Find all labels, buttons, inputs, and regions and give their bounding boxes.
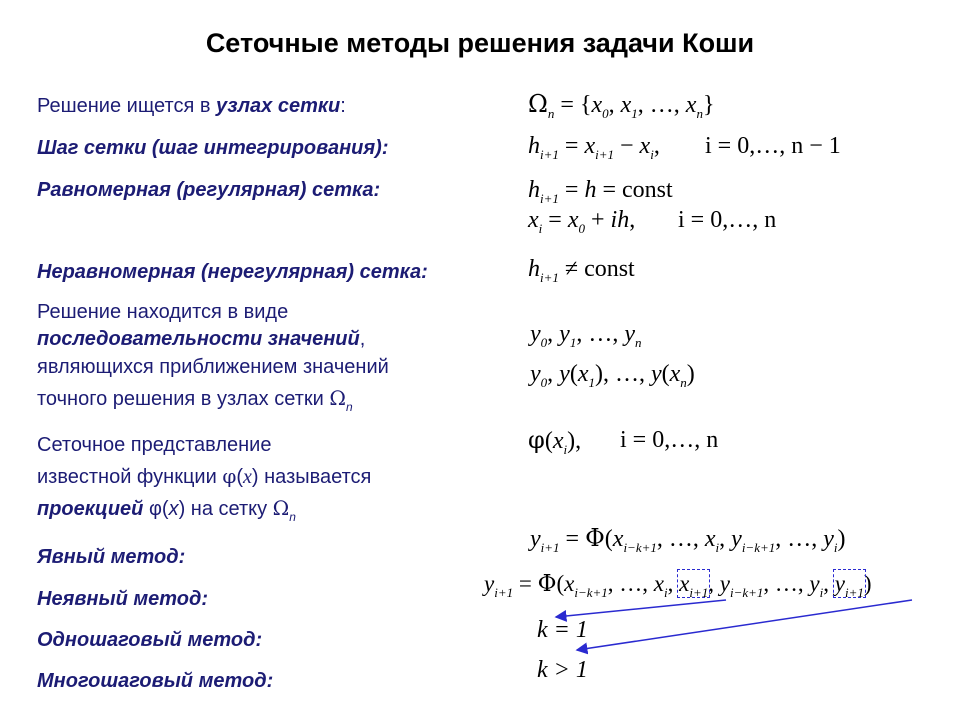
- minus: −: [613, 133, 640, 159]
- paren: ): [251, 466, 259, 488]
- proj-close: ) на сетку: [178, 498, 273, 520]
- var: y: [559, 321, 570, 347]
- comma: ,: [612, 321, 625, 347]
- paren: ): [686, 361, 695, 387]
- sub: i−k+1: [741, 540, 776, 555]
- uniform-b: (регулярная): [170, 179, 312, 201]
- brace: {: [579, 92, 592, 118]
- dots: …: [649, 92, 674, 118]
- comma: ,: [797, 571, 810, 596]
- comma: ,: [608, 92, 621, 118]
- var: y: [624, 321, 635, 347]
- comma: ,: [642, 571, 654, 596]
- explicit-c: :: [178, 546, 186, 568]
- var: ih: [610, 207, 630, 233]
- sub: i: [563, 442, 568, 457]
- Phi-symbol: Φ: [537, 571, 557, 597]
- dots: …: [619, 571, 643, 596]
- var: x: [168, 498, 179, 520]
- var: x: [704, 526, 716, 552]
- plus: +: [584, 207, 611, 233]
- var: y: [834, 571, 845, 596]
- var: y: [719, 571, 730, 596]
- proj-em: проекцией: [37, 498, 144, 520]
- onestep-b: метод: [181, 629, 256, 651]
- sub: i−k+1: [574, 585, 608, 600]
- var: x: [591, 92, 603, 118]
- comma: ,: [692, 526, 705, 552]
- comma: ,: [547, 361, 560, 387]
- range: i = 0,…, n: [678, 207, 777, 233]
- eq: =: [542, 207, 568, 233]
- comma: ,: [775, 526, 788, 552]
- comma: ,: [667, 571, 680, 596]
- dots: …: [787, 526, 812, 552]
- paren: (: [544, 428, 553, 454]
- var: x: [669, 361, 681, 387]
- Phi-symbol: Φ: [585, 524, 605, 552]
- seq-line4-text: точного решения в узлах сетки: [37, 388, 330, 410]
- x-to-k-arrow: [556, 600, 726, 617]
- sub: i+1: [540, 270, 559, 285]
- nonuniform-c: сетка:: [359, 261, 428, 283]
- var: x: [243, 466, 252, 488]
- implicit-a: Неявный: [37, 588, 128, 610]
- multistep-b: метод: [193, 670, 267, 692]
- eq: =: [558, 133, 585, 159]
- var: x: [564, 571, 575, 596]
- onestep-a: Одношаговый: [37, 629, 182, 651]
- var: x: [584, 133, 596, 159]
- eq: =: [558, 177, 585, 203]
- var: x: [679, 571, 690, 596]
- sub: i+1: [540, 540, 560, 555]
- nodes-prefix: Решение ищется в: [37, 95, 217, 117]
- dots: …: [614, 361, 639, 387]
- paren: (: [569, 361, 578, 387]
- y-to-k-arrow: [577, 600, 912, 650]
- implicit-c: :: [201, 588, 209, 610]
- nonuniform-b: (нерегулярная): [195, 261, 360, 283]
- var: x: [685, 92, 697, 118]
- proj-b: называется: [258, 466, 372, 488]
- const: const: [584, 256, 635, 282]
- sub: i: [538, 221, 543, 236]
- multistep-formula: k > 1: [537, 657, 588, 683]
- range: i = 0,…, n: [620, 427, 719, 453]
- omega-symbol: Ω: [528, 90, 548, 118]
- var: y: [823, 526, 834, 552]
- eq: =: [554, 92, 580, 118]
- multistep-label: [37, 668, 273, 694]
- slide-title: Сеточные методы решения задачи Коши: [205, 28, 755, 58]
- paren: ): [863, 571, 872, 596]
- seq-line3: являющихся приближением значений: [37, 356, 389, 378]
- var: y: [650, 361, 662, 387]
- seq-tail: ,: [359, 328, 366, 350]
- sub: 0: [540, 335, 548, 350]
- comma: ,: [547, 321, 560, 347]
- comma: ,: [637, 92, 650, 118]
- var: y: [809, 571, 820, 596]
- var: x: [653, 571, 664, 596]
- comma: ,: [719, 526, 732, 552]
- var: y: [530, 321, 541, 347]
- proj-line1: Сеточное представление: [37, 434, 272, 456]
- var: x: [528, 207, 539, 233]
- nodes-em: узлах сетки: [216, 95, 341, 117]
- sub: n: [345, 400, 353, 414]
- paren: (: [236, 466, 243, 488]
- omega-symbol: Ω: [272, 496, 290, 520]
- comma: ,: [673, 92, 686, 118]
- paren: (: [556, 571, 565, 596]
- onestep-formula: k = 1: [537, 617, 588, 643]
- var: h: [528, 133, 540, 159]
- sub: 1: [569, 335, 577, 350]
- phi-symbol: φ: [222, 464, 237, 488]
- dots: …: [774, 571, 798, 596]
- var: y: [559, 361, 570, 387]
- paren: (: [661, 361, 670, 387]
- sub: 0: [578, 221, 585, 236]
- comma: ,: [763, 571, 775, 596]
- sub: i+1: [540, 191, 559, 206]
- seq-line1: Решение находится в виде: [37, 301, 289, 323]
- paren: ): [594, 361, 603, 387]
- phi-symbol: φ: [528, 426, 545, 454]
- sub: i: [715, 540, 720, 555]
- var: x: [612, 526, 624, 552]
- sub: i+1: [689, 585, 709, 600]
- sub: i+1: [540, 147, 559, 162]
- sub: i: [664, 585, 668, 600]
- nodes-suffix: :: [340, 95, 346, 117]
- eq: =: [513, 571, 538, 596]
- step-label: Шаг сетки (шаг интегрирования):: [37, 137, 389, 159]
- onestep-label: [37, 627, 262, 653]
- multistep-a: Многошаговый: [37, 670, 194, 692]
- var: h: [584, 177, 597, 203]
- sub: n: [696, 106, 703, 121]
- sub: 1: [588, 375, 595, 390]
- sub: i+1: [844, 585, 864, 600]
- eq: =: [559, 526, 586, 552]
- var: x: [639, 133, 651, 159]
- sub: n: [547, 106, 555, 121]
- comma: ,: [602, 361, 615, 387]
- explicit-b: метод: [105, 546, 179, 568]
- proj-mid: φ(: [143, 498, 169, 520]
- var: y: [530, 361, 541, 387]
- const: const: [621, 177, 673, 203]
- sub: i−k+1: [729, 585, 764, 600]
- dots: …: [588, 321, 613, 347]
- var: x: [552, 428, 564, 454]
- comma: ,: [607, 571, 620, 596]
- uniform-c: сетка:: [311, 179, 381, 201]
- eq: =: [596, 177, 622, 203]
- comma: ,: [823, 571, 835, 596]
- var: x: [620, 92, 632, 118]
- paren: (: [604, 526, 613, 552]
- sub: i: [650, 147, 654, 162]
- var: h: [528, 256, 540, 282]
- comma: ,: [629, 207, 636, 233]
- sub: i: [819, 585, 824, 600]
- var: y: [731, 526, 742, 552]
- var: x: [577, 361, 589, 387]
- implicit-b: метод: [127, 588, 202, 610]
- comma: ,: [575, 428, 582, 454]
- sub: 0: [602, 106, 609, 121]
- omega-symbol: Ω: [329, 386, 346, 410]
- var: y: [530, 526, 541, 552]
- uniform-a: Равномерная: [37, 179, 171, 201]
- proj-a: известной функции: [37, 466, 223, 488]
- brace: }: [702, 92, 715, 118]
- var: x: [567, 207, 579, 233]
- sub: i: [833, 540, 838, 555]
- sub: n: [634, 335, 642, 350]
- comma: ,: [638, 361, 651, 387]
- dots: …: [668, 526, 693, 552]
- comma: ,: [708, 571, 720, 596]
- paren: ): [567, 428, 576, 454]
- onestep-c: :: [255, 629, 263, 651]
- sub: i−k+1: [623, 540, 657, 555]
- sub: n: [680, 375, 687, 390]
- comma: ,: [656, 526, 669, 552]
- range: i = 0,…, n − 1: [705, 133, 841, 159]
- var: y: [484, 571, 495, 596]
- multistep-c: :: [266, 670, 274, 692]
- implicit-label: [37, 586, 208, 612]
- sub: i+1: [595, 147, 614, 162]
- sub: i+1: [494, 585, 514, 600]
- comma: ,: [811, 526, 824, 552]
- seq-em: последовательности значений: [37, 328, 360, 350]
- explicit-a: Явный: [37, 546, 106, 568]
- explicit-label: [37, 544, 185, 570]
- nonuniform-a: Неравномерная: [37, 261, 196, 283]
- comma: ,: [653, 133, 660, 159]
- neq: ≠: [558, 256, 585, 282]
- sub: 1: [631, 106, 638, 121]
- sub: n: [289, 510, 296, 524]
- paren: ): [837, 526, 846, 552]
- comma: ,: [576, 321, 589, 347]
- var: h: [528, 177, 540, 203]
- sub: 0: [540, 375, 548, 390]
